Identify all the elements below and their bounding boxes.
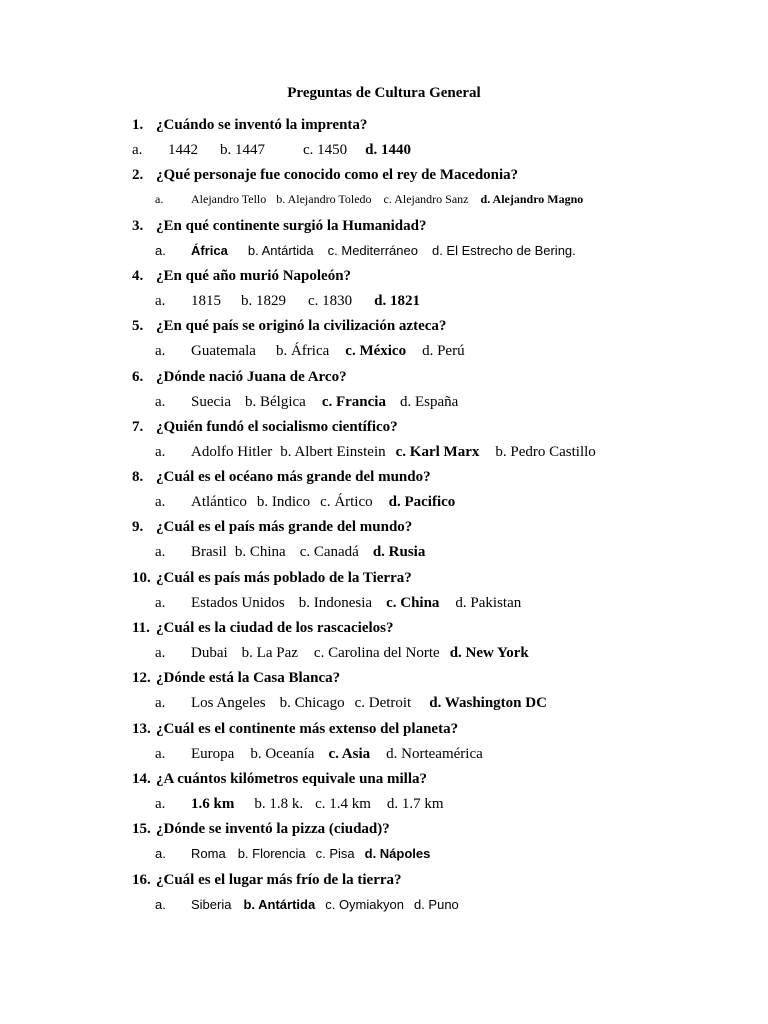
correct-answer-option: c. Karl Marx <box>395 444 480 460</box>
question-number: 10. <box>132 570 151 586</box>
option-marker: a. <box>155 595 166 611</box>
question-number: 14. <box>132 771 151 787</box>
answer-options-9 <box>155 544 425 561</box>
answer-options-14 <box>155 796 444 813</box>
answer-option: Estados Unidos <box>191 595 285 611</box>
question-number: 9. <box>132 519 144 535</box>
question-text: ¿Dónde nació Juana de Arco? <box>156 369 347 385</box>
answer-option: Los Angeles <box>191 695 266 711</box>
answer-option: b. Indonesia <box>298 595 373 611</box>
correct-answer-option: d. Pacifico <box>388 494 456 510</box>
question-text: ¿Cuál es la ciudad de los rascacielos? <box>156 620 394 636</box>
answer-option: b. Florencia <box>237 846 306 861</box>
answer-option: b. Chicago <box>279 695 345 711</box>
question-text: ¿Cuál es el lugar más frío de la tierra? <box>156 872 402 888</box>
question-text: ¿Cuándo se inventó la imprenta? <box>156 117 368 133</box>
answer-option: Guatemala <box>191 343 256 359</box>
option-marker: a. <box>155 746 166 762</box>
correct-answer-option: d. Alejandro Magno <box>480 192 584 206</box>
question-5 <box>132 318 732 335</box>
answer-option: b. La Paz <box>241 645 298 661</box>
answer-option: c. 1450 <box>303 142 348 158</box>
option-marker: a. <box>155 645 166 661</box>
answer-option: c. Ártico <box>320 494 373 510</box>
option-marker: a. <box>155 444 166 460</box>
answer-option: c. 1830 <box>308 293 353 309</box>
option-marker: a. <box>155 494 166 510</box>
question-text: ¿En qué año murió Napoleón? <box>156 268 352 284</box>
answer-options-6 <box>155 394 458 411</box>
question-8 <box>132 469 732 486</box>
question-text: ¿En qué continente surgió la Humanidad? <box>156 218 427 234</box>
answer-option: b. África <box>275 343 330 359</box>
answer-options-4 <box>155 293 420 310</box>
answer-option: b. Oceanía <box>250 746 315 762</box>
question-number: 3. <box>132 218 144 234</box>
correct-answer-option: c. México <box>345 343 407 359</box>
question-text: ¿Dónde está la Casa Blanca? <box>156 670 341 686</box>
answer-option: Brasil <box>191 544 227 560</box>
question-number: 1. <box>132 117 144 133</box>
question-number: 4. <box>132 268 144 284</box>
question-text: ¿Cuál es país más poblado de la Tierra? <box>156 570 412 586</box>
answer-option: b. 1.8 k. <box>254 796 304 812</box>
question-number: 13. <box>132 721 151 737</box>
question-number: 2. <box>132 167 144 183</box>
answer-options-13 <box>155 746 483 763</box>
page-title: Preguntas de Cultura General <box>287 85 481 101</box>
correct-answer-option: d. Rusia <box>372 544 426 560</box>
option-marker: a. <box>132 142 143 158</box>
question-number: 8. <box>132 469 144 485</box>
option-marker: a. <box>155 293 166 309</box>
question-text: ¿Cuál es el país más grande del mundo? <box>156 519 413 535</box>
answer-option: Atlántico <box>191 494 247 510</box>
question-text: ¿Cuál es el océano más grande del mundo? <box>156 469 431 485</box>
option-marker: a. <box>155 897 166 912</box>
answer-option: Dubai <box>191 645 228 661</box>
option-marker: a. <box>155 192 164 206</box>
correct-answer-option: d. 1440 <box>365 142 412 158</box>
answer-options-5 <box>155 343 465 360</box>
option-marker: a. <box>155 343 166 359</box>
correct-answer-option: d. New York <box>449 645 529 661</box>
question-10 <box>132 570 732 587</box>
option-marker: a. <box>155 544 166 560</box>
answer-option: c. Mediterráneo <box>327 243 418 258</box>
option-marker: a. <box>155 796 166 812</box>
answer-option: Roma <box>191 846 226 861</box>
question-text: ¿En qué país se originó la civilización azteca? <box>156 318 447 334</box>
answer-option: d. Perú <box>422 343 465 359</box>
answer-options-10 <box>155 595 521 612</box>
answer-options-3 <box>155 243 576 258</box>
answer-option: c. Detroit <box>354 695 412 711</box>
answer-option: Adolfo Hitler <box>191 444 273 460</box>
question-16 <box>132 872 732 889</box>
option-marker: a. <box>155 695 166 711</box>
correct-answer-option: 1.6 km <box>191 796 235 812</box>
answer-option: c. Oymiakyon <box>325 897 404 912</box>
answer-option: Alejandro Tello <box>191 192 267 206</box>
answer-option: b. Bélgica <box>244 394 306 410</box>
answer-option: d. 1.7 km <box>386 796 444 812</box>
question-4 <box>132 268 732 285</box>
question-11 <box>132 620 732 637</box>
question-number: 6. <box>132 369 144 385</box>
question-13 <box>132 721 732 738</box>
answer-option: b. Pedro Castillo <box>495 444 596 460</box>
question-text: ¿Dónde se inventó la pizza (ciudad)? <box>156 821 390 837</box>
correct-answer-option: c. China <box>386 595 440 611</box>
answer-options-2 <box>155 192 583 207</box>
answer-option: b. Indico <box>256 494 311 510</box>
answer-options-12 <box>155 695 547 712</box>
answer-option: d. Norteamérica <box>386 746 483 762</box>
answer-option: c. Alejandro Sanz <box>383 192 469 206</box>
question-number: 16. <box>132 872 151 888</box>
answer-option: c. Canadá <box>299 544 359 560</box>
option-marker: a. <box>155 394 166 410</box>
question-text: ¿A cuántos kilómetros equivale una milla? <box>156 771 427 787</box>
question-number: 7. <box>132 419 144 435</box>
answer-option: b. 1829 <box>241 293 286 309</box>
answer-options-16 <box>155 897 459 912</box>
answer-option: b. Albert Einstein <box>280 444 386 460</box>
answer-option: b. Alejandro Toledo <box>276 192 372 206</box>
answer-option: Suecia <box>191 394 231 410</box>
answer-option: 1815 <box>191 293 221 309</box>
correct-answer-option: d. 1821 <box>374 293 421 309</box>
correct-answer-option: África <box>191 243 228 258</box>
correct-answer-option: d. Nápoles <box>364 846 431 861</box>
question-number: 5. <box>132 318 144 334</box>
question-15 <box>132 821 732 838</box>
question-7 <box>132 419 732 436</box>
answer-option: b. 1447 <box>220 142 265 158</box>
answer-option: d. El Estrecho de Bering. <box>431 243 576 258</box>
answer-option: d. España <box>399 394 459 410</box>
correct-answer-option: c. Francia <box>321 394 386 410</box>
answer-option: Europa <box>191 746 235 762</box>
answer-option: Siberia <box>191 897 232 912</box>
answer-options-1 <box>132 142 411 159</box>
answer-option: d. Puno <box>413 897 459 912</box>
question-1 <box>132 117 732 134</box>
correct-answer-option: b. Antártida <box>243 897 316 912</box>
question-number: 12. <box>132 670 151 686</box>
question-9 <box>132 519 732 536</box>
option-marker: a. <box>155 243 166 258</box>
answer-options-11 <box>155 645 529 662</box>
question-14 <box>132 771 732 788</box>
question-2 <box>132 167 732 184</box>
question-number: 11. <box>132 620 150 636</box>
answer-option: b. Antártida <box>247 243 314 258</box>
correct-answer-option: d. Washington DC <box>429 695 547 711</box>
question-3 <box>132 218 732 235</box>
answer-options-15 <box>155 846 430 861</box>
answer-option: b. China <box>234 544 286 560</box>
answer-options-8 <box>155 494 455 511</box>
answer-option: c. Pisa <box>315 846 355 861</box>
answer-option: c. Carolina del Norte <box>313 645 440 661</box>
question-text: ¿Cuál es el continente más extenso del planeta? <box>156 721 459 737</box>
question-text: ¿Qué personaje fue conocido como el rey de Macedonia? <box>156 167 519 183</box>
answer-option: d. Pakistan <box>455 595 522 611</box>
option-marker: a. <box>155 846 166 861</box>
answer-option: c. 1.4 km <box>315 796 371 812</box>
question-text: ¿Quién fundó el socialismo científico? <box>156 419 398 435</box>
question-12 <box>132 670 732 687</box>
answer-options-7 <box>155 444 596 461</box>
question-6 <box>132 369 732 386</box>
correct-answer-option: c. Asia <box>328 746 371 762</box>
answer-option: 1442 <box>168 142 198 158</box>
question-number: 15. <box>132 821 151 837</box>
